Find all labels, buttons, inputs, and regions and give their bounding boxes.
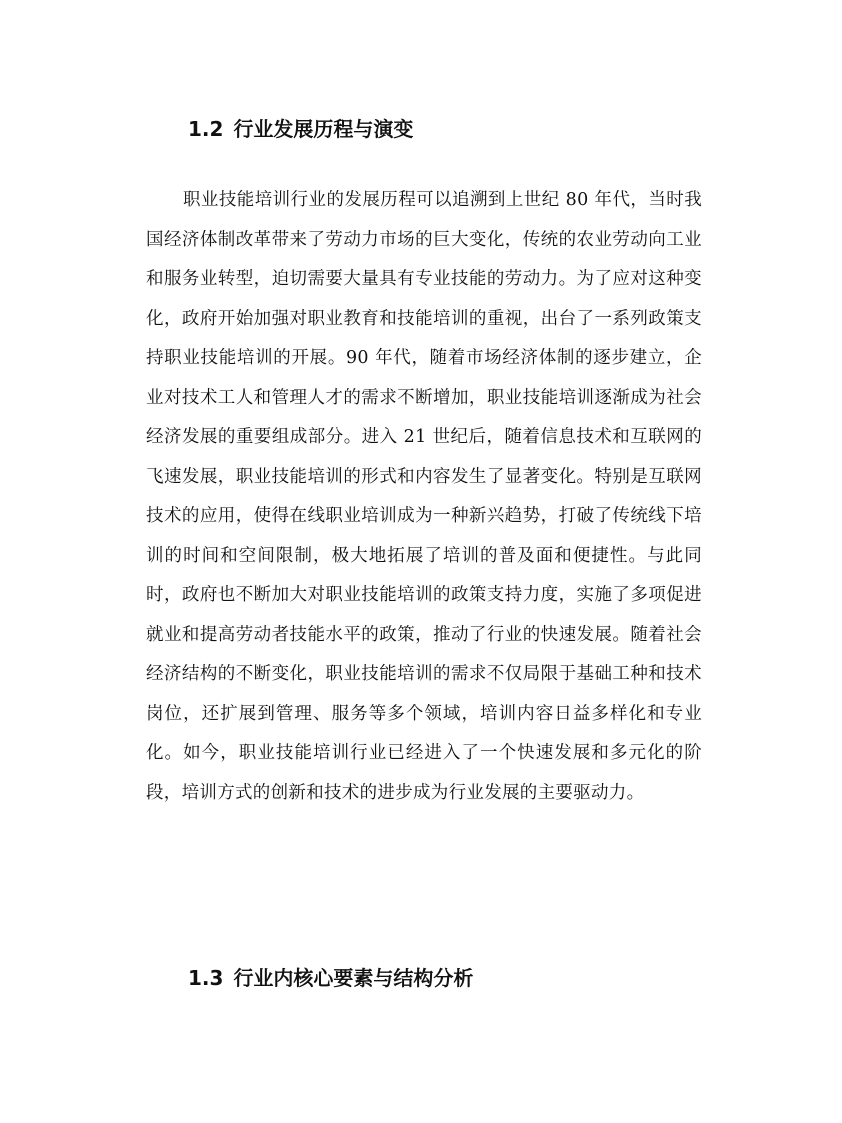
section-number: 1.3 — [188, 966, 224, 990]
section-heading-1-2 — [188, 116, 413, 142]
section-title: 行业发展历程与演变 — [233, 117, 414, 141]
section-number: 1.2 — [188, 117, 224, 141]
section-title: 行业内核心要素与结构分析 — [233, 966, 474, 990]
body-paragraph: 职业技能培训行业的发展历程可以追溯到上世纪 80 年代，当时我国经济体制改革带来了劳动力市场的巨大变化，传统的农业劳动向工业和服务业转型，迫切需要大量具有专业技能的劳动力。为了应对这种变化，政府开始加强对职业教育和技能培训的重视，出台了一系列政策支持职业技能培训的开展。90 年代，随着市场经济体制的逐步建立，企业对技术工人和管理人才的需求不断增加，职业技能培训逐渐成为社会经济发展的重要组成部分。进入 21 世纪后，随着信息技术和互联网的飞速发展，职业技能培训的形式和内容发生了显著变化。特别是互联网技术的应用，使得在线职业培训成为一种新兴趋势，打破了传统线下培训的时间和空间限制，极大地拓展了培训的普及面和便捷性。与此同时，政府也不断加大对职业技能培训的政策支持力度，实施了多项促进就业和提高劳动者技能水平的政策，推动了行业的快速发展。随着社会经济结构的不断变化，职业技能培训的需求不仅局限于基础工种和技术岗位，还扩展到管理、服务等多个领域，培训内容日益多样化和专业化。如今，职业技能培训行业已经进入了一个快速发展和多元化的阶段，培训方式的创新和技术的进步成为行业发展的主要驱动力。 — [146, 190, 702, 803]
section-heading-1-3 — [188, 965, 473, 991]
